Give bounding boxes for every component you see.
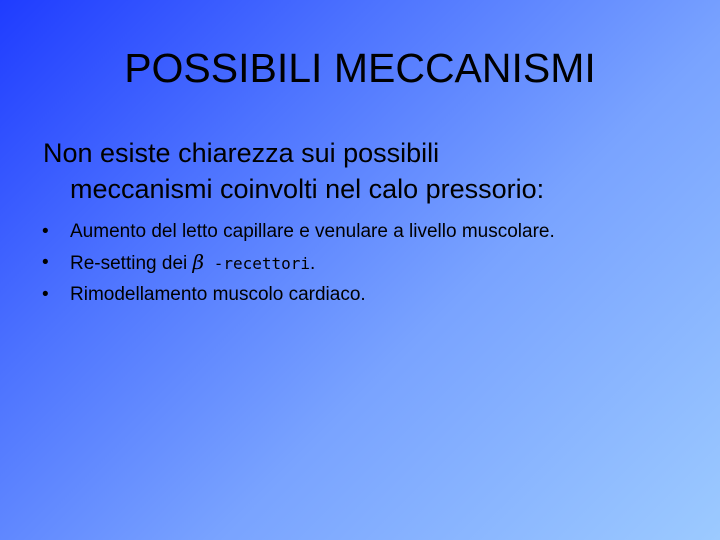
bullet-text-suffix: -recettori — [204, 254, 311, 273]
lead-paragraph — [43, 135, 693, 207]
bullet-marker: • — [42, 284, 49, 305]
bullet-item-1 — [42, 216, 712, 247]
beta-symbol: β — [192, 250, 205, 274]
bullet-item-3 — [42, 279, 712, 310]
bullet-list — [42, 216, 712, 310]
bullet-text-end: . — [310, 253, 316, 274]
bullet-text: Aumento del letto capillare e venulare a livello muscolare. — [70, 221, 555, 242]
lead-line-2: meccanismi coinvolti nel calo pressorio: — [70, 174, 545, 204]
lead-line-1: Non esiste chiarezza sui possibili — [43, 138, 440, 168]
bullet-marker: • — [42, 221, 49, 242]
bullet-item-2 — [42, 247, 712, 279]
slide-title: POSSIBILI MECCANISMI — [124, 45, 596, 91]
bullet-marker: • — [42, 252, 49, 273]
bullet-text-prefix: Re-setting dei — [70, 253, 193, 274]
bullet-text: Rimodellamento muscolo cardiaco. — [70, 284, 366, 305]
